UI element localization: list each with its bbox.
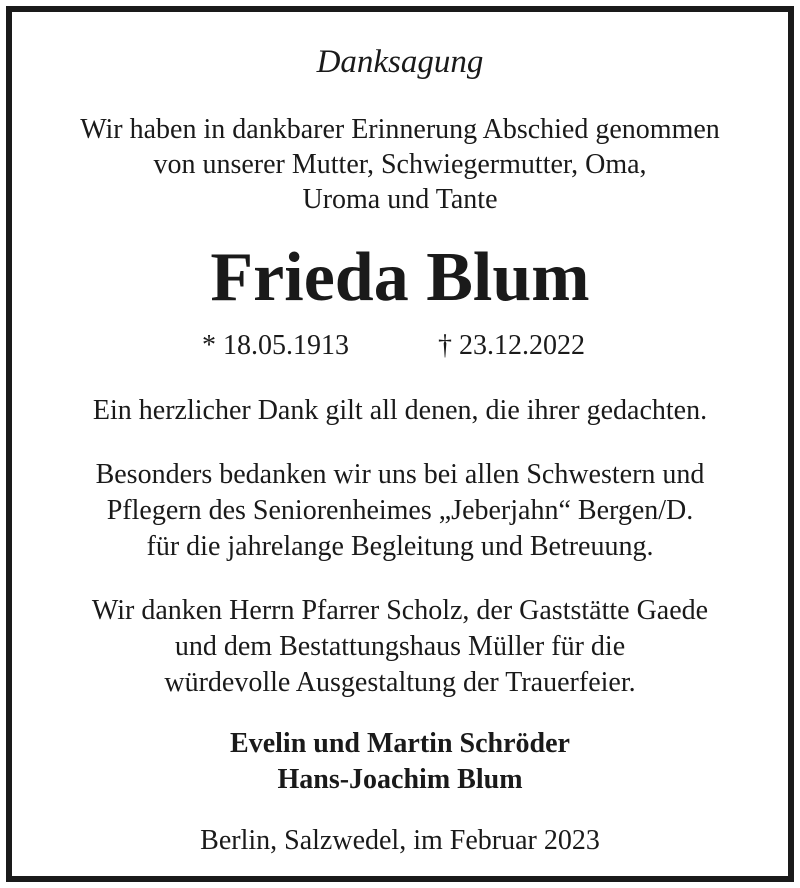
thanks-ceremony-line-1: Wir danken Herrn Pfarrer Scholz, der Gaststätte Gaede	[91, 595, 709, 626]
deceased-name: Frieda Blum	[210, 239, 590, 316]
intro-line-1: Wir haben in dankbarer Erinnerung Abschied genommen	[80, 114, 720, 145]
birth-date: * 18.05.1913	[202, 330, 349, 361]
place-date: Berlin, Salzwedel, im Februar 2023	[200, 825, 600, 856]
signer-2: Hans-Joachim Blum	[277, 764, 523, 795]
death-date: † 23.12.2022	[438, 330, 585, 361]
thanks-general: Ein herzlicher Dank gilt all denen, die ihrer gedachten.	[92, 395, 708, 426]
thanks-ceremony-line-2: und dem Bestattungshaus Müller für die	[174, 631, 626, 662]
thanks-care-line-3: für die jahrelange Begleitung und Betreuung.	[146, 531, 654, 562]
heading: Danksagung	[316, 44, 484, 80]
intro-line-2: von unserer Mutter, Schwiegermutter, Oma,	[153, 149, 647, 180]
thanks-ceremony-line-3: würdevolle Ausgestaltung der Trauerfeier.	[164, 667, 636, 698]
obituary-frame	[6, 6, 794, 882]
signer-1: Evelin und Martin Schröder	[230, 728, 570, 759]
thanks-care-line-1: Besonders bedanken wir uns bei allen Schwestern und	[95, 459, 705, 490]
intro-line-3: Uroma und Tante	[302, 184, 498, 215]
thanks-care-line-2: Pflegern des Seniorenheimes „Jeberjahn“ Bergen/D.	[106, 495, 694, 526]
